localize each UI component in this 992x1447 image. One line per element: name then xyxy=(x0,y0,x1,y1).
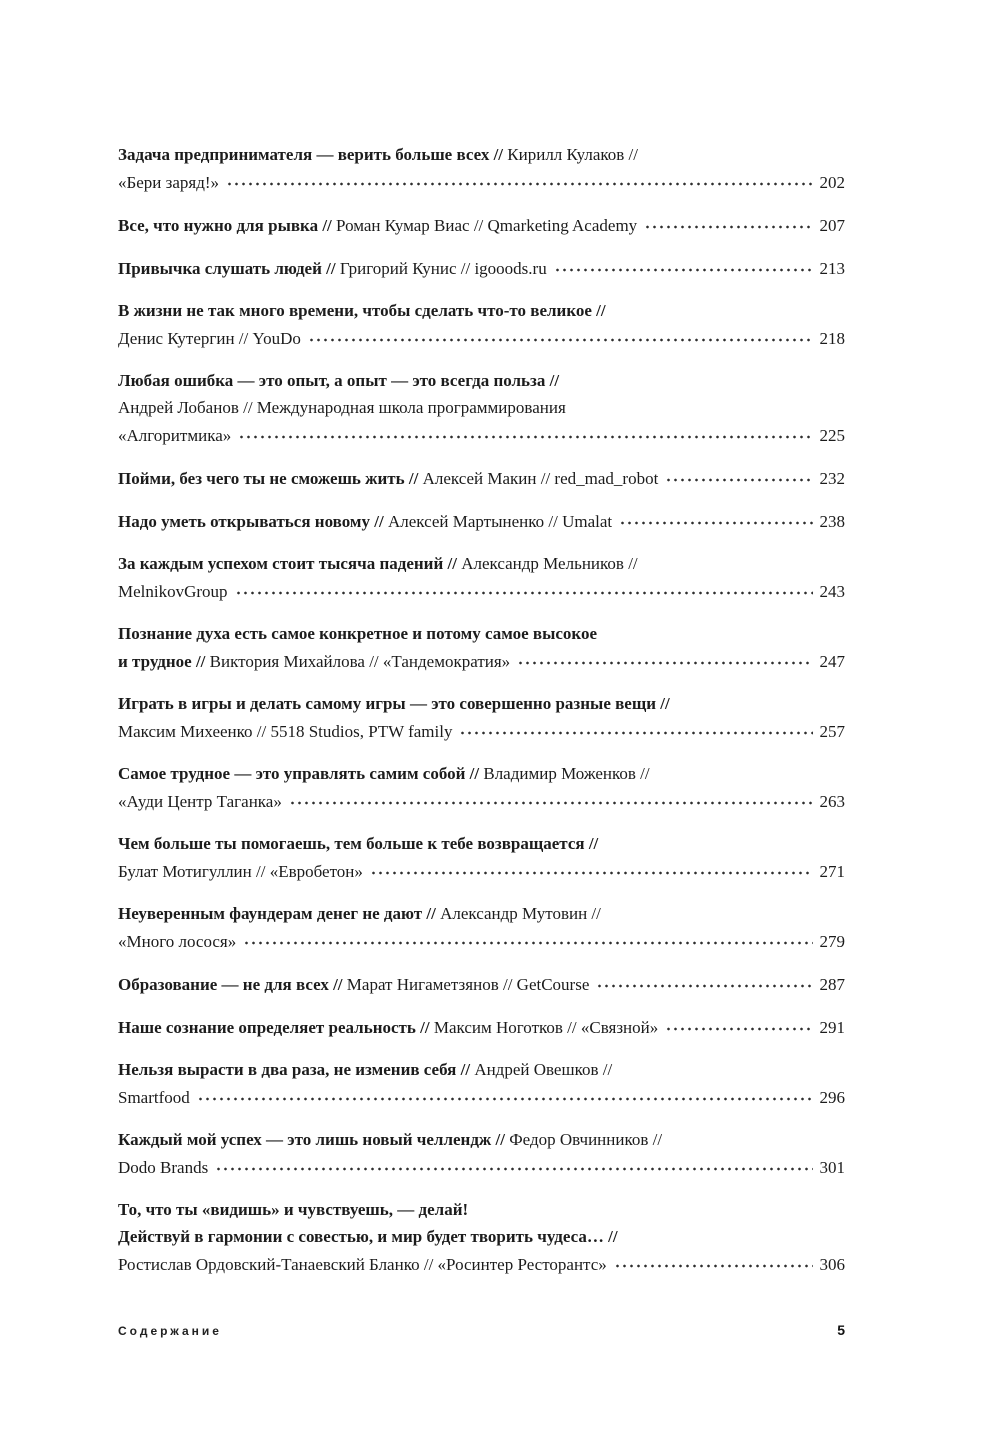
entry-meta: Булат Мотигуллин // «Евробетон» xyxy=(118,862,363,881)
entry-page-number: 279 xyxy=(819,932,845,951)
entry-text xyxy=(118,1084,190,1111)
entry-text xyxy=(118,1223,618,1250)
entry-text xyxy=(118,212,637,239)
entry-page-number: 263 xyxy=(819,792,845,811)
entry-text xyxy=(118,1056,612,1083)
dot-leader xyxy=(644,211,812,231)
entry-meta: Максим Ноготков // «Связной» xyxy=(429,1018,659,1037)
toc-line xyxy=(118,1250,845,1277)
entry-meta: Ростислав Ордовский-Танаевский Бланко // «Росинтер Ресторантс» xyxy=(118,1255,607,1274)
toc-line xyxy=(118,297,845,324)
toc-line xyxy=(118,1083,845,1110)
entry-page-number: 202 xyxy=(819,173,845,192)
entry-title: Самое трудное — это управлять самим собой // xyxy=(118,764,480,783)
toc-entry xyxy=(118,464,845,491)
entry-page-number: 296 xyxy=(819,1088,845,1107)
entry-text xyxy=(118,550,638,577)
entry-title: Любая ошибка — это опыт, а опыт — это всегда польза // xyxy=(118,371,560,390)
entry-page-number: 218 xyxy=(819,329,845,348)
entry-meta: Dodo Brands xyxy=(118,1158,209,1177)
toc-entry xyxy=(118,900,845,954)
entry-meta: Александр Мельников // xyxy=(456,554,638,573)
page-footer xyxy=(118,1322,845,1338)
entry-meta: Владимир Моженков // xyxy=(479,764,650,783)
entry-title: То, что ты «видишь» и чувствуешь, — делай! xyxy=(118,1200,469,1219)
toc-line xyxy=(118,830,845,857)
entry-page-number: 306 xyxy=(819,1255,845,1274)
dot-leader xyxy=(554,254,813,274)
entry-meta: Алексей Макин // red_mad_robot xyxy=(418,469,659,488)
entry-text xyxy=(118,690,670,717)
entry-meta: Максим Михеенко // 5518 Studios, PTW family xyxy=(118,722,453,741)
entry-title: Действуй в гармонии с совестью, и мир будет творить чудеса… // xyxy=(118,1227,618,1246)
toc-line xyxy=(118,1223,845,1250)
dot-leader xyxy=(665,1013,812,1033)
toc-line xyxy=(118,647,845,674)
entry-page-number: 225 xyxy=(819,426,845,445)
entry-text xyxy=(118,297,606,324)
entry-title: В жизни не так много времени, чтобы сделать что-то великое // xyxy=(118,301,606,320)
entry-page-number: 207 xyxy=(819,216,845,235)
dot-leader xyxy=(243,927,812,947)
toc-line xyxy=(118,464,845,491)
entry-page-number: 301 xyxy=(819,1158,845,1177)
entry-title: Познание духа есть самое конкретное и потому самое высокое xyxy=(118,624,598,643)
entry-text xyxy=(118,1014,658,1041)
entry-page-number: 213 xyxy=(819,259,845,278)
entry-title: Все, что нужно для рывка // xyxy=(118,216,332,235)
entry-title: Наше сознание определяет реальность // xyxy=(118,1018,430,1037)
toc-line xyxy=(118,168,845,195)
entry-page-number: 247 xyxy=(819,652,845,671)
toc-line xyxy=(118,254,845,281)
entry-meta: Григорий Кунис // igooods.ru xyxy=(335,259,547,278)
entry-text xyxy=(118,325,301,352)
toc-entry xyxy=(118,1126,845,1180)
toc-line xyxy=(118,620,845,647)
entry-text xyxy=(118,465,658,492)
toc-line xyxy=(118,507,845,534)
entry-title: и трудное // xyxy=(118,652,206,671)
entry-title: Пойми, без чего ты не сможешь жить // xyxy=(118,469,419,488)
entry-text xyxy=(118,928,236,955)
entry-page-number: 232 xyxy=(819,469,845,488)
entry-text xyxy=(118,422,231,449)
dot-leader xyxy=(596,970,812,990)
entry-meta: Алексей Мартыненко // Umalat xyxy=(383,512,613,531)
toc-line xyxy=(118,1126,845,1153)
dot-leader xyxy=(459,717,812,737)
entry-text xyxy=(118,255,547,282)
toc-entry xyxy=(118,1013,845,1040)
entry-title: Надо уметь открываться новому // xyxy=(118,512,384,531)
toc-line xyxy=(118,211,845,238)
entry-page-number: 287 xyxy=(819,975,845,994)
toc-line xyxy=(118,970,845,997)
footer-page-number: 5 xyxy=(837,1322,845,1338)
toc-entry xyxy=(118,830,845,884)
footer-section-label: Содержание xyxy=(118,1324,222,1338)
entry-title: За каждым успехом стоит тысяча падений // xyxy=(118,554,457,573)
toc-line xyxy=(118,367,845,394)
entry-title: Чем больше ты помогаешь, тем больше к тебе возвращается // xyxy=(118,834,599,853)
entry-meta: «Ауди Центр Таганка» xyxy=(118,792,282,811)
entry-page-number: 243 xyxy=(819,582,845,601)
entry-text xyxy=(118,578,228,605)
toc-line xyxy=(118,787,845,814)
entry-text xyxy=(118,1196,468,1223)
dot-leader xyxy=(308,324,813,344)
dot-leader xyxy=(235,577,813,597)
entry-text xyxy=(118,141,638,168)
entry-meta: Марат Нигаметзянов // GetCourse xyxy=(342,975,590,994)
entry-page-number: 271 xyxy=(819,862,845,881)
entry-meta: Федор Овчинников // xyxy=(504,1130,663,1149)
toc-entry xyxy=(118,1056,845,1110)
entry-title: Неуверенным фаундерам денег не дают // xyxy=(118,904,436,923)
entry-meta: «Бери заряд!» xyxy=(118,173,220,192)
toc-entry xyxy=(118,211,845,238)
entry-meta: Александр Мутовин // xyxy=(435,904,601,923)
toc-entry xyxy=(118,620,845,674)
entry-text xyxy=(118,788,282,815)
entry-title: Нельзя вырасти в два раза, не изменив себя // xyxy=(118,1060,471,1079)
toc-entry xyxy=(118,367,845,448)
dot-leader xyxy=(619,507,812,527)
dot-leader xyxy=(226,168,812,188)
dot-leader xyxy=(215,1153,812,1173)
toc-line xyxy=(118,1056,845,1083)
entry-text xyxy=(118,718,452,745)
toc-line xyxy=(118,577,845,604)
entry-meta: Виктория Михайлова // «Тандемократия» xyxy=(205,652,511,671)
entry-text xyxy=(118,858,363,885)
entry-text xyxy=(118,830,598,857)
entry-page-number: 238 xyxy=(819,512,845,531)
entry-text xyxy=(118,367,559,394)
toc-line xyxy=(118,421,845,448)
entry-text xyxy=(118,1126,662,1153)
toc-line xyxy=(118,690,845,717)
toc-entry xyxy=(118,690,845,744)
toc-line xyxy=(118,1013,845,1040)
entry-meta: Кирилл Кулаков // xyxy=(503,145,638,164)
toc-entry xyxy=(118,550,845,604)
entry-page-number: 291 xyxy=(819,1018,845,1037)
toc-line xyxy=(118,760,845,787)
entry-text xyxy=(118,620,597,647)
toc-entry xyxy=(118,507,845,534)
entry-meta: Smartfood xyxy=(118,1088,190,1107)
entry-text xyxy=(118,971,589,998)
entry-meta: MelnikovGroup xyxy=(118,582,228,601)
toc-entry xyxy=(118,254,845,281)
entry-title: Каждый мой успех — это лишь новый челлендж // xyxy=(118,1130,505,1149)
dot-leader xyxy=(614,1250,813,1270)
entry-title: Образование — не для всех // xyxy=(118,975,343,994)
toc-line xyxy=(118,1153,845,1180)
entry-meta: Денис Кутергин // YouDo xyxy=(118,329,301,348)
dot-leader xyxy=(289,787,813,807)
entry-meta: «Алгоритмика» xyxy=(118,426,232,445)
toc-line xyxy=(118,324,845,351)
toc-entry xyxy=(118,760,845,814)
toc-line xyxy=(118,550,845,577)
entry-title: Привычка слушать людей // xyxy=(118,259,336,278)
toc-line xyxy=(118,900,845,927)
toc-line xyxy=(118,394,845,421)
dot-leader xyxy=(370,857,813,877)
toc-entry xyxy=(118,141,845,195)
entry-text xyxy=(118,1251,607,1278)
entry-title: Задача предпринимателя — верить больше всех // xyxy=(118,145,504,164)
dot-leader xyxy=(665,464,812,484)
dot-leader xyxy=(197,1083,813,1103)
entry-meta: «Много лосося» xyxy=(118,932,237,951)
toc-line xyxy=(118,141,845,168)
toc-line xyxy=(118,857,845,884)
entry-text xyxy=(118,648,510,675)
toc-line xyxy=(118,717,845,744)
toc-list xyxy=(118,141,845,1293)
entry-meta: Андрей Лобанов // Международная школа программирования xyxy=(118,398,566,417)
entry-text xyxy=(118,394,566,421)
dot-leader xyxy=(238,421,812,441)
entry-text xyxy=(118,1154,208,1181)
toc-entry xyxy=(118,970,845,997)
entry-text xyxy=(118,900,601,927)
entry-meta: Андрей Овешков // xyxy=(470,1060,613,1079)
entry-text xyxy=(118,169,219,196)
toc-entry xyxy=(118,1196,845,1277)
entry-text xyxy=(118,760,650,787)
toc-line xyxy=(118,1196,845,1223)
toc-entry xyxy=(118,297,845,351)
dot-leader xyxy=(517,647,812,667)
entry-meta: Роман Кумар Виас // Qmarketing Academy xyxy=(331,216,638,235)
toc-line xyxy=(118,927,845,954)
entry-text xyxy=(118,508,612,535)
entry-title: Играть в игры и делать самому игры — это совершенно разные вещи // xyxy=(118,694,670,713)
entry-page-number: 257 xyxy=(819,722,845,741)
